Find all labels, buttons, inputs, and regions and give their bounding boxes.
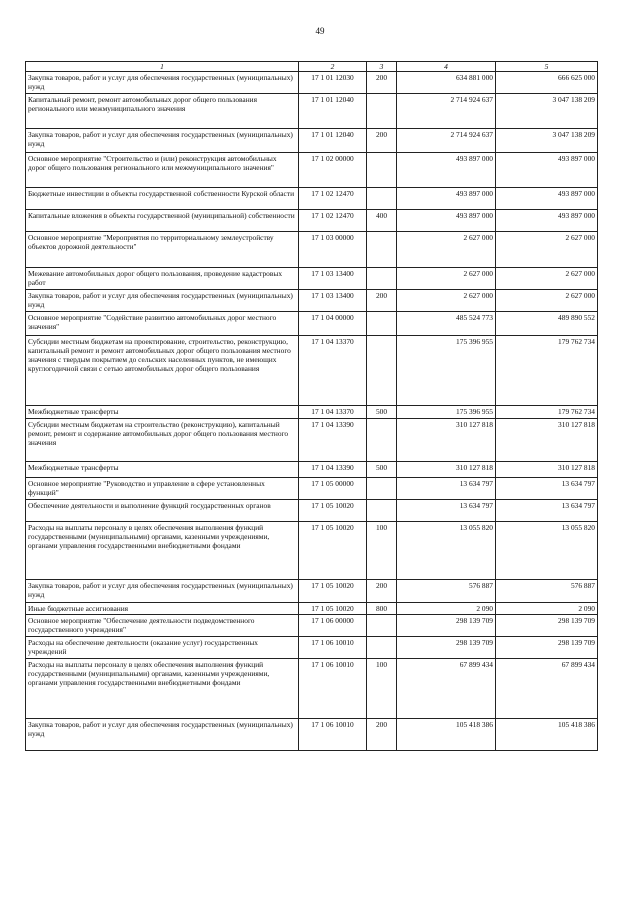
row-vr-cell: 200 bbox=[367, 72, 397, 94]
row-sum2-cell: 105 418 386 bbox=[496, 719, 598, 751]
row-sum2-cell: 298 139 709 bbox=[496, 615, 598, 637]
row-sum2-cell: 298 139 709 bbox=[496, 637, 598, 659]
table-row bbox=[26, 500, 598, 522]
row-sum2-cell: 179 762 734 bbox=[496, 336, 598, 406]
row-sum1-cell: 13 634 797 bbox=[397, 500, 496, 522]
row-csr-cell: 17 1 01 12040 bbox=[299, 94, 367, 129]
row-csr-cell: 17 1 03 00000 bbox=[299, 232, 367, 268]
row-vr-cell bbox=[367, 153, 397, 188]
row-sum2-cell: 2 627 000 bbox=[496, 268, 598, 290]
table-row bbox=[26, 580, 598, 603]
row-sum2-cell: 3 047 138 209 bbox=[496, 129, 598, 153]
row-name-cell: Основное мероприятие "Строительство и (или) реконструкция автомобильных дорог общего пользования регионального или межмуниципального значения" bbox=[26, 153, 299, 188]
table-row bbox=[26, 129, 598, 153]
row-name-cell: Закупка товаров, работ и услуг для обеспечения государственных (муниципальных) нужд bbox=[26, 580, 299, 603]
row-name-cell: Субсидии местным бюджетам на строительство (реконструкцию), капитальный ремонт, ремонт и содержание автомобильных дорог общего пользования местного значения bbox=[26, 419, 299, 462]
row-csr-cell: 17 1 04 13390 bbox=[299, 462, 367, 478]
row-sum1-cell: 105 418 386 bbox=[397, 719, 496, 751]
row-sum1-cell: 634 881 000 bbox=[397, 72, 496, 94]
row-csr-cell: 17 1 03 13400 bbox=[299, 290, 367, 312]
row-vr-cell bbox=[367, 232, 397, 268]
header-cell: 4 bbox=[397, 62, 496, 72]
table-row bbox=[26, 659, 598, 719]
header-cell: 3 bbox=[367, 62, 397, 72]
row-sum1-cell: 175 396 955 bbox=[397, 406, 496, 419]
row-name-cell: Межбюджетные трансферты bbox=[26, 462, 299, 478]
table-row bbox=[26, 290, 598, 312]
row-csr-cell: 17 1 04 13370 bbox=[299, 336, 367, 406]
row-sum2-cell: 576 887 bbox=[496, 580, 598, 603]
row-csr-cell: 17 1 01 12030 bbox=[299, 72, 367, 94]
row-sum1-cell: 493 897 000 bbox=[397, 210, 496, 232]
row-csr-cell: 17 1 05 10020 bbox=[299, 500, 367, 522]
row-name-cell: Капитальные вложения в объекты государственной (муниципальной) собственности bbox=[26, 210, 299, 232]
table-row bbox=[26, 72, 598, 94]
page-number: 49 bbox=[315, 26, 325, 36]
table-row bbox=[26, 522, 598, 580]
row-sum2-cell: 493 897 000 bbox=[496, 188, 598, 210]
header-cell: 1 bbox=[26, 62, 299, 72]
row-sum1-cell: 576 887 bbox=[397, 580, 496, 603]
row-csr-cell: 17 1 01 12040 bbox=[299, 129, 367, 153]
row-vr-cell: 200 bbox=[367, 290, 397, 312]
table-row bbox=[26, 615, 598, 637]
row-name-cell: Закупка товаров, работ и услуг для обеспечения государственных (муниципальных) нужд bbox=[26, 129, 299, 153]
table-row bbox=[26, 210, 598, 232]
row-vr-cell: 400 bbox=[367, 210, 397, 232]
row-name-cell: Основное мероприятие "Содействие развитию автомобильных дорог местного значения" bbox=[26, 312, 299, 336]
row-csr-cell: 17 1 05 10020 bbox=[299, 580, 367, 603]
row-sum1-cell: 310 127 818 bbox=[397, 419, 496, 462]
table-row bbox=[26, 232, 598, 268]
row-sum1-cell: 2 627 000 bbox=[397, 268, 496, 290]
row-name-cell: Бюджетные инвестиции в объекты государственной собственности Курской области bbox=[26, 188, 299, 210]
row-sum2-cell: 2 090 bbox=[496, 603, 598, 615]
row-name-cell: Иные бюджетные ассигнования bbox=[26, 603, 299, 615]
row-csr-cell: 17 1 02 00000 bbox=[299, 153, 367, 188]
row-csr-cell: 17 1 06 10010 bbox=[299, 719, 367, 751]
row-name-cell: Основное мероприятие "Обеспечение деятельности подведомственного государственного учреждения" bbox=[26, 615, 299, 637]
table-row bbox=[26, 603, 598, 615]
row-name-cell: Закупка товаров, работ и услуг для обеспечения государственных (муниципальных) нужд bbox=[26, 72, 299, 94]
row-sum2-cell: 3 047 138 209 bbox=[496, 94, 598, 129]
row-sum2-cell: 13 634 797 bbox=[496, 478, 598, 500]
row-csr-cell: 17 1 04 13370 bbox=[299, 406, 367, 419]
row-name-cell: Субсидии местным бюджетам на проектирование, строительство, реконструкцию, капитальный ремонт и ремонт автомобильных дорог общего пользования местного значения с твердым покрытием до сельских населенных пунктов, не имеющих круглогодичной связи с сетью автомобильных дорог общего пользования bbox=[26, 336, 299, 406]
row-sum2-cell: 666 625 000 bbox=[496, 72, 598, 94]
row-vr-cell: 100 bbox=[367, 522, 397, 580]
row-sum2-cell: 2 627 000 bbox=[496, 232, 598, 268]
row-vr-cell: 200 bbox=[367, 580, 397, 603]
row-sum2-cell: 310 127 818 bbox=[496, 419, 598, 462]
row-sum2-cell: 179 762 734 bbox=[496, 406, 598, 419]
row-csr-cell: 17 1 06 00000 bbox=[299, 615, 367, 637]
row-csr-cell: 17 1 03 13400 bbox=[299, 268, 367, 290]
row-sum2-cell: 493 897 000 bbox=[496, 153, 598, 188]
row-vr-cell bbox=[367, 268, 397, 290]
table-row bbox=[26, 268, 598, 290]
row-vr-cell: 500 bbox=[367, 406, 397, 419]
row-sum1-cell: 2 627 000 bbox=[397, 290, 496, 312]
row-sum1-cell: 175 396 955 bbox=[397, 336, 496, 406]
table-row bbox=[26, 419, 598, 462]
row-sum1-cell: 67 899 434 bbox=[397, 659, 496, 719]
row-csr-cell: 17 1 06 10010 bbox=[299, 637, 367, 659]
row-sum2-cell: 13 055 820 bbox=[496, 522, 598, 580]
row-vr-cell: 200 bbox=[367, 129, 397, 153]
row-name-cell: Закупка товаров, работ и услуг для обеспечения государственных (муниципальных) нужд bbox=[26, 719, 299, 751]
row-vr-cell bbox=[367, 500, 397, 522]
table-row bbox=[26, 312, 598, 336]
row-csr-cell: 17 1 02 12470 bbox=[299, 210, 367, 232]
row-vr-cell: 100 bbox=[367, 659, 397, 719]
table-row bbox=[26, 153, 598, 188]
row-sum1-cell: 2 714 924 637 bbox=[397, 94, 496, 129]
row-name-cell: Расходы на выплаты персоналу в целях обеспечения выполнения функций государственными (муниципальными) органами, казенными учреждениями, органами управления государственными внебюджетными фондами bbox=[26, 522, 299, 580]
table-row bbox=[26, 637, 598, 659]
row-sum1-cell: 2 627 000 bbox=[397, 232, 496, 268]
row-sum1-cell: 13 055 820 bbox=[397, 522, 496, 580]
table-row bbox=[26, 188, 598, 210]
row-vr-cell bbox=[367, 419, 397, 462]
row-vr-cell bbox=[367, 94, 397, 129]
table-row bbox=[26, 336, 598, 406]
row-sum2-cell: 493 897 000 bbox=[496, 210, 598, 232]
row-name-cell: Основное мероприятие "Мероприятия по территориальному землеустройству объектов дорожной деятельности" bbox=[26, 232, 299, 268]
row-name-cell: Капитальный ремонт, ремонт автомобильных дорог общего пользования регионального или межмуниципального значения bbox=[26, 94, 299, 129]
row-csr-cell: 17 1 05 10020 bbox=[299, 603, 367, 615]
row-sum1-cell: 493 897 000 bbox=[397, 153, 496, 188]
row-sum1-cell: 2 714 924 637 bbox=[397, 129, 496, 153]
row-csr-cell: 17 1 02 12470 bbox=[299, 188, 367, 210]
row-vr-cell bbox=[367, 312, 397, 336]
row-csr-cell: 17 1 04 00000 bbox=[299, 312, 367, 336]
row-vr-cell: 500 bbox=[367, 462, 397, 478]
table-row bbox=[26, 94, 598, 129]
table-row bbox=[26, 478, 598, 500]
row-sum2-cell: 310 127 818 bbox=[496, 462, 598, 478]
row-vr-cell bbox=[367, 615, 397, 637]
row-sum2-cell: 489 890 552 bbox=[496, 312, 598, 336]
row-sum2-cell: 67 899 434 bbox=[496, 659, 598, 719]
row-sum2-cell: 13 634 797 bbox=[496, 500, 598, 522]
row-vr-cell bbox=[367, 336, 397, 406]
row-name-cell: Основное мероприятие "Руководство и управление в сфере установленных функций" bbox=[26, 478, 299, 500]
table-header-row bbox=[26, 62, 598, 72]
row-sum1-cell: 13 634 797 bbox=[397, 478, 496, 500]
row-sum1-cell: 2 090 bbox=[397, 603, 496, 615]
row-vr-cell bbox=[367, 478, 397, 500]
row-csr-cell: 17 1 06 10010 bbox=[299, 659, 367, 719]
row-vr-cell: 200 bbox=[367, 719, 397, 751]
row-name-cell: Обеспечение деятельности и выполнение функций государственных органов bbox=[26, 500, 299, 522]
table-row bbox=[26, 719, 598, 751]
row-name-cell: Расходы на выплаты персоналу в целях обеспечения выполнения функций государственными (муниципальными) органами, казенными учреждениями, органами управления государственными внебюджетными фондами bbox=[26, 659, 299, 719]
row-name-cell: Закупка товаров, работ и услуг для обеспечения государственных (муниципальных) нужд bbox=[26, 290, 299, 312]
table-row bbox=[26, 406, 598, 419]
row-name-cell: Межбюджетные трансферты bbox=[26, 406, 299, 419]
header-cell: 2 bbox=[299, 62, 367, 72]
row-csr-cell: 17 1 05 10020 bbox=[299, 522, 367, 580]
header-cell: 5 bbox=[496, 62, 598, 72]
row-sum1-cell: 310 127 818 bbox=[397, 462, 496, 478]
row-sum1-cell: 493 897 000 bbox=[397, 188, 496, 210]
row-sum1-cell: 298 139 709 bbox=[397, 615, 496, 637]
row-vr-cell: 800 bbox=[367, 603, 397, 615]
row-sum1-cell: 298 139 709 bbox=[397, 637, 496, 659]
budget-table bbox=[25, 61, 598, 751]
row-csr-cell: 17 1 05 00000 bbox=[299, 478, 367, 500]
row-vr-cell bbox=[367, 188, 397, 210]
row-name-cell: Межевание автомобильных дорог общего пользования, проведение кадастровых работ bbox=[26, 268, 299, 290]
row-sum2-cell: 2 627 000 bbox=[496, 290, 598, 312]
row-name-cell: Расходы на обеспечение деятельности (оказание услуг) государственных учреждений bbox=[26, 637, 299, 659]
row-sum1-cell: 485 524 773 bbox=[397, 312, 496, 336]
row-vr-cell bbox=[367, 637, 397, 659]
table-row bbox=[26, 462, 598, 478]
row-csr-cell: 17 1 04 13390 bbox=[299, 419, 367, 462]
